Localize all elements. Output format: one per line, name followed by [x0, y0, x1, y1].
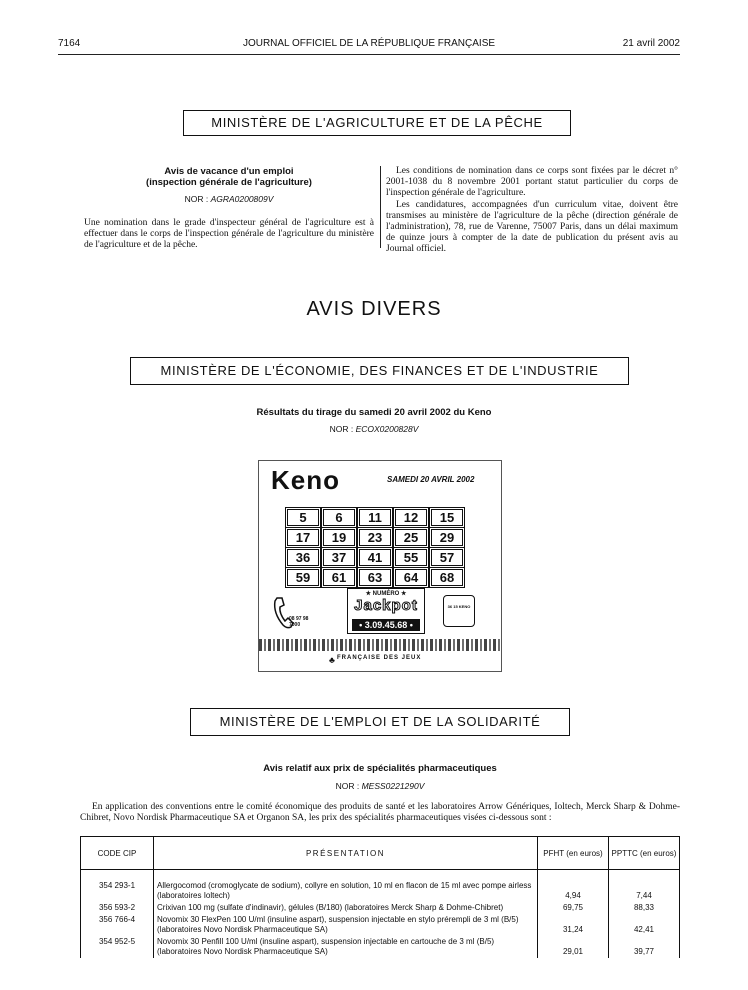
- vacancy-notice-title: [84, 166, 374, 188]
- keno-number: 57: [431, 549, 463, 566]
- keno-number: 37: [323, 549, 355, 566]
- agriculture-right-paragraph-2: Les candidatures, accompagnées d'un curriculum vitae, doivent être transmises au ministère de l'agriculture de la pêche (direction générale de l'administration), 78, rue de Varenne, 75007 Paris, dans un délai maximum de quinze jours à compter de la date de publication du présent avis au Journal officiel.: [386, 200, 678, 254]
- avis-divers-heading: AVIS DIVERS: [306, 298, 442, 320]
- ppttc-value: 88,33: [609, 902, 680, 914]
- column-divider: [380, 166, 381, 248]
- pfht-value: 69,75: [538, 902, 609, 914]
- pfht-value: 29,01: [538, 936, 609, 958]
- keno-number-grid: [287, 509, 463, 586]
- ppttc-value: 7,44: [609, 880, 680, 902]
- nor-label: NOR :: [335, 781, 360, 791]
- keno-number: 25: [395, 529, 427, 546]
- vacancy-title-line1: Avis de vacance d'un emploi: [164, 166, 294, 177]
- header-date: 21 avril 2002: [622, 38, 680, 49]
- cip-code: 354 952-5: [81, 936, 154, 958]
- minitel-text: 36 15 KENO: [447, 604, 471, 609]
- keno-number: 6: [323, 509, 355, 526]
- ppttc-value: 39,77: [609, 936, 680, 958]
- page-header: [58, 38, 680, 55]
- presentation-text: Novomix 30 FlexPen 100 U/ml (insuline aspart), suspension injectable en stylo prérempli de 3 ml (B/5) (laboratoires Novo Nordisk Pharmaceutique SA): [154, 914, 538, 936]
- nor-code: AGRA0200809V: [210, 194, 274, 204]
- jackpot-number: • 3.09.45.68 •: [352, 619, 420, 631]
- journal-title: JOURNAL OFFICIEL DE LA RÉPUBLIQUE FRANÇAISE: [242, 38, 496, 49]
- nor-label: NOR :: [184, 194, 209, 204]
- pfht-value: 4,94: [538, 880, 609, 902]
- ppttc-value: 42,41: [609, 914, 680, 936]
- keno-number: 36: [287, 549, 319, 566]
- cip-code: 356 593-2: [81, 902, 154, 914]
- keno-results-title: Résultats du tirage du samedi 20 avril 2002 du Keno: [256, 407, 492, 418]
- keno-draw-date: SAMEDI 20 AVRIL 2002: [387, 475, 475, 484]
- table-row: [81, 902, 680, 914]
- page-number: 7164: [58, 38, 81, 49]
- keno-number: 68: [431, 569, 463, 586]
- keno-number: 15: [431, 509, 463, 526]
- pricing-notice-title: Avis relatif aux prix de spécialités pharmaceutiques: [263, 763, 497, 774]
- table-row: [81, 880, 680, 902]
- vacancy-title-line2: (inspection générale de l'agriculture): [146, 177, 312, 188]
- table-row: [81, 936, 680, 958]
- keno-number: 11: [359, 509, 391, 526]
- keno-number: 59: [287, 569, 319, 586]
- agriculture-right-paragraph-1: Les conditions de nomination dans ce corps sont fixées par le décret n° 2001-1038 du 8 novembre 2001 portant statut particulier du corps de l'inspection générale de l'agriculture.: [386, 166, 678, 198]
- ticket-decorative-band: [259, 639, 501, 651]
- table-row: [81, 914, 680, 936]
- nor-label: NOR :: [329, 424, 354, 434]
- keno-logo: Keno: [271, 465, 340, 495]
- presentation-text: Allergocomod (cromoglycate de sodium), collyre en solution, 10 ml en flacon de 15 ml avec pompe airless (laboratoires Ioltech): [154, 880, 538, 902]
- col-header-presentation: PRÉSENTATION: [154, 837, 538, 870]
- keno-number: 41: [359, 549, 391, 566]
- nor-economie: [0, 424, 748, 434]
- agriculture-left-paragraph: Une nomination dans le grade d'inspecteur général de l'agriculture est à effectuer dans le corps de l'inspection générale de l'agriculture du ministère de l'agriculture et de la pêche.: [84, 218, 374, 250]
- price-table: [80, 836, 680, 958]
- col-header-ppttc: PPTTC (en euros): [609, 837, 680, 870]
- ministry-emploi-heading: MINISTÈRE DE L'EMPLOI ET DE LA SOLIDARITÉ: [190, 708, 570, 736]
- presentation-text: Novomix 30 Penfill 100 U/ml (insuline aspart), suspension injectable en cartouche de 3 ml (B/5) (laboratoires Novo Nordisk Pharmaceutique SA): [154, 936, 538, 958]
- phone-number: 08 97 98 7000: [289, 616, 309, 628]
- keno-ticket: [258, 460, 502, 672]
- fdj-footer: FRANÇAISE DES JEUX: [337, 655, 422, 661]
- keno-number: 5: [287, 509, 319, 526]
- col-header-pfht: PFHT (en euros): [538, 837, 609, 870]
- keno-number: 63: [359, 569, 391, 586]
- nor-code: MESS0221290V: [361, 781, 425, 791]
- ministry-agriculture-heading: MINISTÈRE DE L'AGRICULTURE ET DE LA PÊCHE: [183, 110, 571, 136]
- keno-number: 64: [395, 569, 427, 586]
- jackpot-label: ★ NUMÉRO ★: [365, 591, 407, 597]
- pricing-intro-paragraph: En application des conventions entre le comité économique des produits de santé et les laboratoires Arrow Génériques, Ioltech, Merck Sharp & Dohme-Chibret, Novo Nordisk Pharmaceutique SA et Organon SA, les prix des spécialités pharmaceutiques visées ci-dessous sont :: [80, 802, 680, 823]
- keno-number: 55: [395, 549, 427, 566]
- cip-code: 356 766-4: [81, 914, 154, 936]
- jackpot-word: Jackpot: [354, 597, 418, 614]
- ministry-economie-heading: MINISTÈRE DE L'ÉCONOMIE, DES FINANCES ET DE L'INDUSTRIE: [130, 357, 629, 385]
- keno-number: 23: [359, 529, 391, 546]
- keno-number: 29: [431, 529, 463, 546]
- nor-code: ECOX0200828V: [355, 424, 419, 434]
- keno-number: 17: [287, 529, 319, 546]
- pfht-value: 31,24: [538, 914, 609, 936]
- nor-agriculture: [84, 194, 374, 204]
- jackpot-panel: [347, 588, 425, 634]
- nor-emploi: [0, 781, 748, 791]
- clover-icon: ♣: [329, 655, 335, 665]
- minitel-icon: [443, 595, 475, 627]
- table-header-row: [81, 837, 680, 870]
- presentation-text: Crixivan 100 mg (sulfate d'indinavir), gélules (B/180) (laboratoires Merck Sharp & Dohme-Chibret): [154, 902, 538, 914]
- col-header-code: CODE CIP: [81, 837, 154, 870]
- keno-number: 19: [323, 529, 355, 546]
- keno-number: 12: [395, 509, 427, 526]
- keno-number: 61: [323, 569, 355, 586]
- cip-code: 354 293-1: [81, 880, 154, 902]
